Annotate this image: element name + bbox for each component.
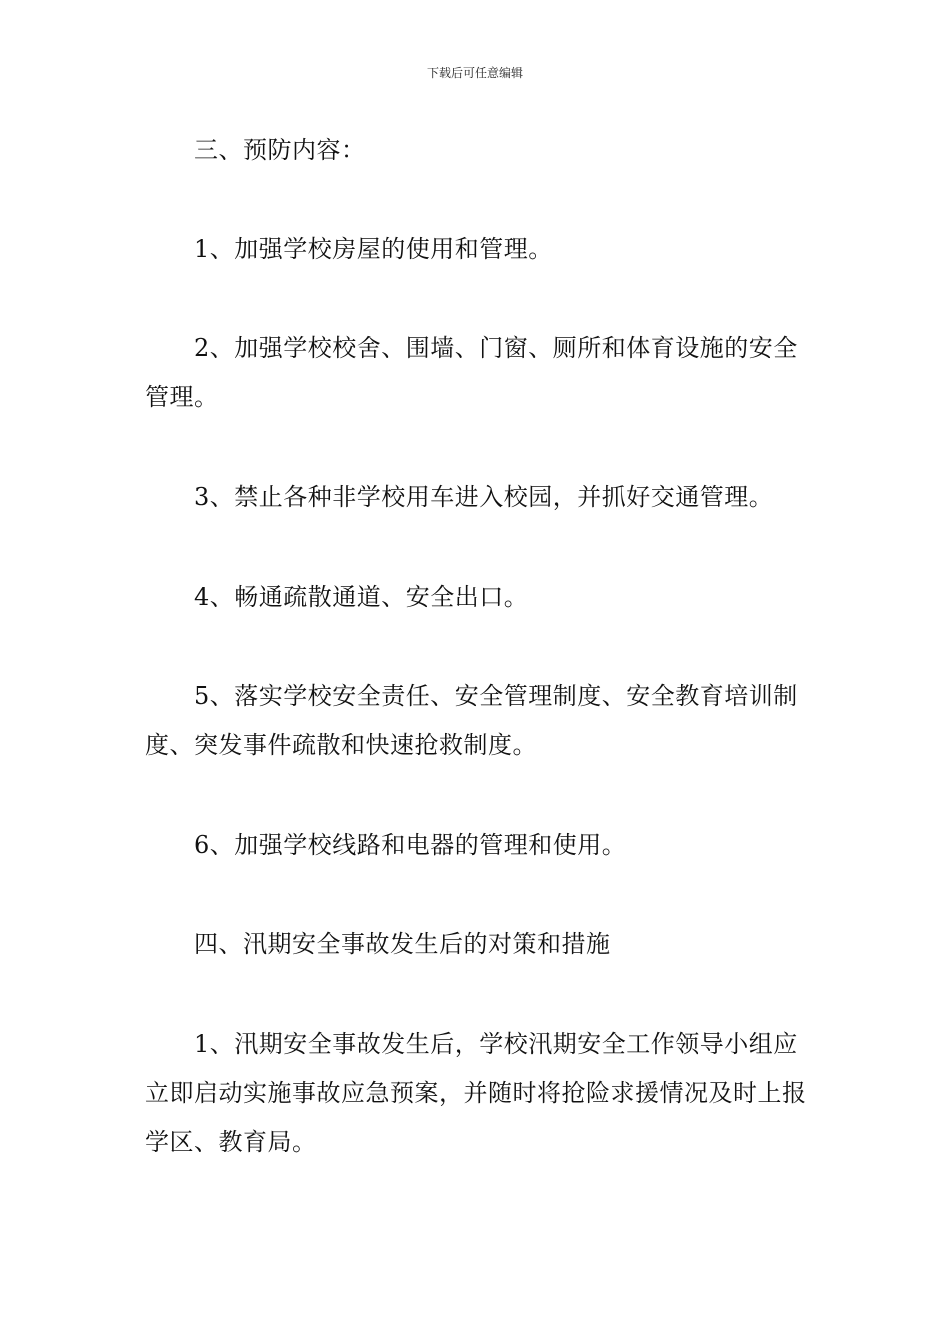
paragraph-item-2: 2、加强学校校舍、围墙、门窗、厕所和体育设施的安全管理。 <box>145 334 798 411</box>
paragraph-item-4: 4、畅通疏散通道、安全出口。 <box>194 583 529 611</box>
section-heading-prevention: 三、预防内容： <box>194 136 366 164</box>
paragraph-item-6: 6、加强学校线路和电器的管理和使用。 <box>194 831 627 859</box>
paragraph-item-5: 5、落实学校安全责任、安全管理制度、安全教育培训制度、突发事件疏散和快速抢救制度。 <box>145 682 798 759</box>
paragraph-item-1: 1、加强学校房屋的使用和管理。 <box>194 235 553 263</box>
section-heading-measures: 四、汛期安全事故发生后的对策和措施 <box>194 930 611 958</box>
paragraph-item-3: 3、禁止各种非学校用车进入校园，并抓好交通管理。 <box>194 483 774 511</box>
paragraph-measure-1: 1、汛期安全事故发生后，学校汛期安全工作领导小组应立即启动实施事故应急预案，并随时将抢险求援情况及时上报学区、教育局。 <box>145 1030 807 1156</box>
page-header: 下载后可任意编辑 <box>426 66 523 80</box>
